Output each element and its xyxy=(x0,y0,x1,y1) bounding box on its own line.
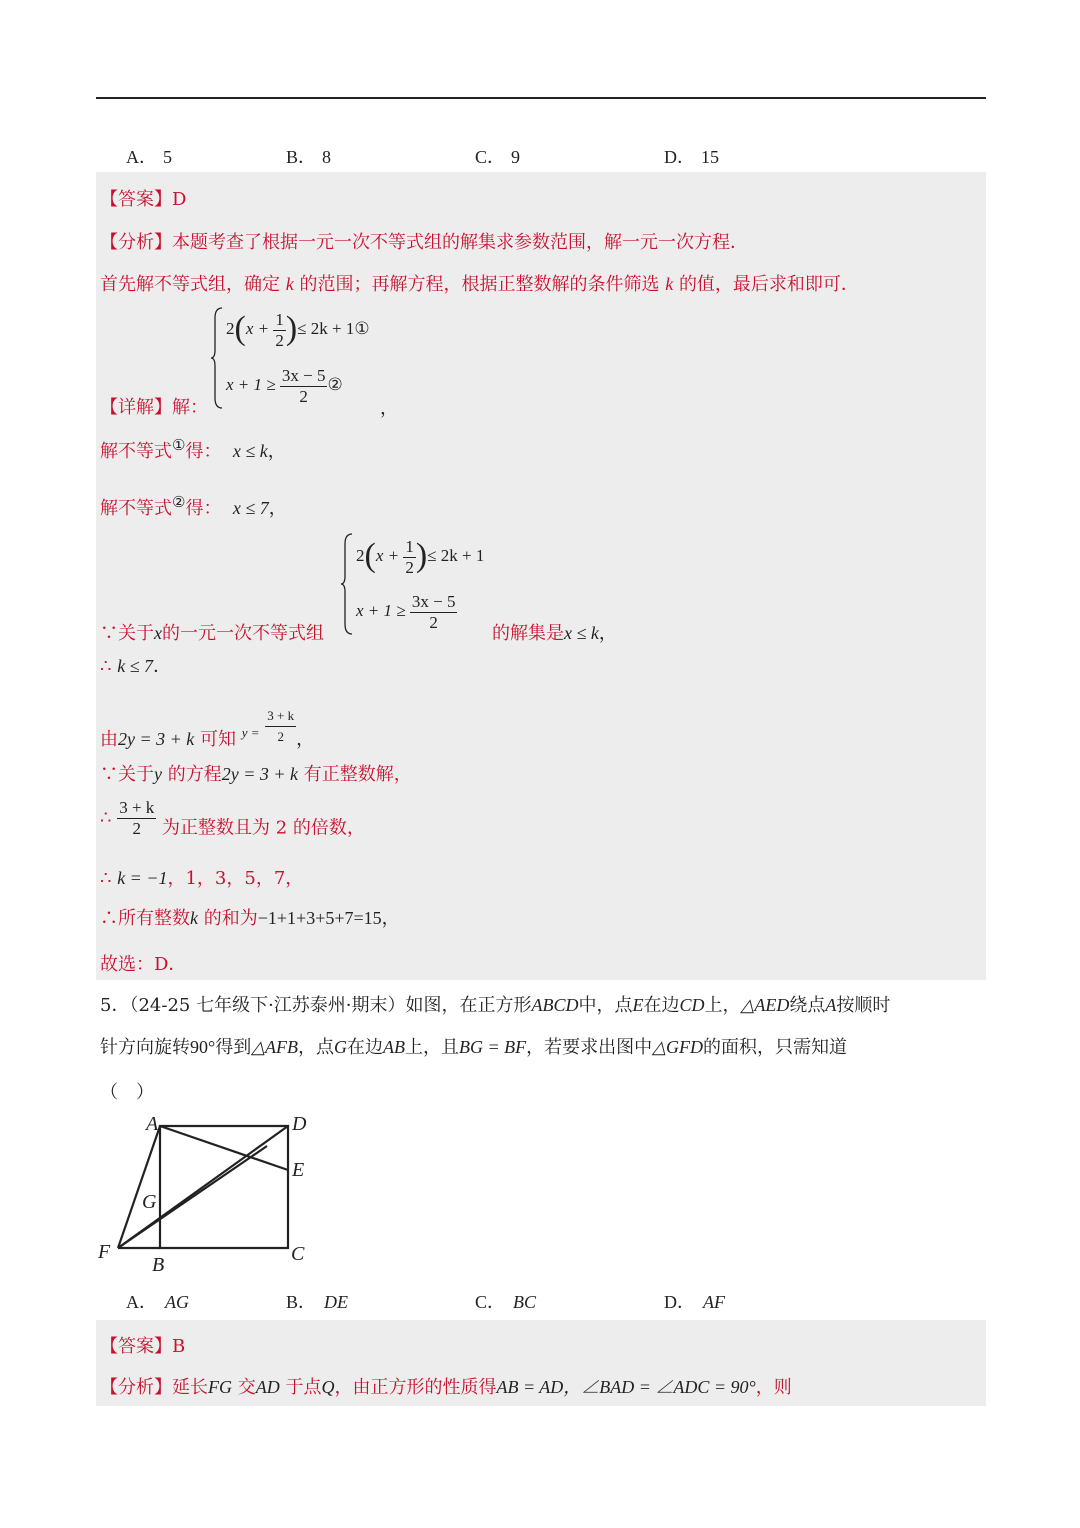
geometry-figure xyxy=(94,1108,324,1280)
because-line-1: ∵关于x的一元一次不等式组 xyxy=(100,623,324,644)
choose-line: 故选：D． xyxy=(100,954,187,975)
label-b: B xyxy=(152,1254,165,1276)
header-rule xyxy=(96,97,986,99)
label-a: A xyxy=(146,1113,159,1135)
therefore-line-4: ∴所有整数k 的和为−1+1+3+5+7=15， xyxy=(100,908,400,929)
solve-ineq-2: 解不等式②得： x ≤ 7， xyxy=(100,495,287,519)
analysis-line: 【分析】本题考查了根据一元一次不等式组的解集求参数范围，解一元一次方程． xyxy=(100,232,748,253)
label-d: D xyxy=(292,1113,307,1135)
therefore-line-2: ∴ $\frac{3 + k}{2}$ 为正整数且为 2 的倍数， xyxy=(100,798,365,839)
segment-fg xyxy=(118,1146,267,1248)
q5-option-b: B． DE xyxy=(286,1292,349,1312)
answer-line: 【答案】D xyxy=(100,189,187,210)
system-1-line-2: x + 1 ≥ $\frac{3x - 5}{2}$ ② xyxy=(226,365,343,406)
system-1-line-1: 2(x + $\frac{1}{2}$ )≤ 2k + 1① xyxy=(226,309,370,350)
q5-option-a: A． AG xyxy=(126,1292,189,1312)
solve-ineq-1: 解不等式①得： x ≤ k， xyxy=(100,438,286,462)
option-a: A． 5 xyxy=(126,147,172,167)
because-line-1-end: 的解集是x ≤ k， xyxy=(492,623,617,644)
label-g: G xyxy=(142,1191,157,1213)
system-2-line-1: 2(x + $\frac{1}{2}$ )≤ 2k + 1 xyxy=(356,536,485,577)
system-2-line-2: x + 1 ≥ $\frac{3x - 5}{2}$ xyxy=(356,591,456,632)
q5-answer-line: 【答案】B xyxy=(100,1336,186,1357)
because-line-2: ∵关于y 的方程2y = 3 + k 有正整数解， xyxy=(100,764,412,785)
question-5-line-1: 5．（24-25 七年级下·江苏泰州·期末）如图，在正方形ABCD中，点E在边CD上，△AED绕点A按顺时 xyxy=(100,995,891,1016)
label-f: F xyxy=(98,1241,111,1263)
question-5-line-2: 针方向旋转90°得到△AFB，点G在边AB上，且BG = BF，若要求出图中△GFD的面积，只需知道 xyxy=(100,1037,848,1058)
detail-comma: ， xyxy=(380,398,398,419)
detail-line: 【详解】解： xyxy=(100,397,208,418)
from-line: 由2y = 3 + k 可知 $^{y =}$ $\frac{3 + k}{2}$ ， xyxy=(100,708,315,750)
label-c: C xyxy=(291,1243,305,1265)
q5-analysis-line: 【分析】延长FG 交AD 于点Q，由正方形的性质得AB = AD，∠BAD = ∠ADC = 90°，则 xyxy=(100,1377,792,1398)
q5-option-d: D． AF xyxy=(664,1292,725,1312)
square-abcd xyxy=(160,1126,288,1248)
q5-option-c: C． BC xyxy=(475,1292,537,1312)
segment-fa xyxy=(118,1126,160,1248)
therefore-line-3: ∴ k = −1，1，3，5，7， xyxy=(100,868,304,889)
therefore-line-1: ∴ k ≤ 7． xyxy=(100,656,172,677)
analysis-line-2: 首先解不等式组，确定 k 的范围；再解方程，根据正整数解的条件筛选 k 的值，最后求和即可． xyxy=(100,274,859,295)
segment-ae xyxy=(160,1126,288,1170)
option-c: C． 9 xyxy=(475,147,521,167)
option-d: D． 15 xyxy=(664,147,719,167)
question-5-paren: （ ） xyxy=(100,1082,154,1103)
label-e: E xyxy=(292,1159,305,1181)
option-b: B． 8 xyxy=(286,147,332,167)
